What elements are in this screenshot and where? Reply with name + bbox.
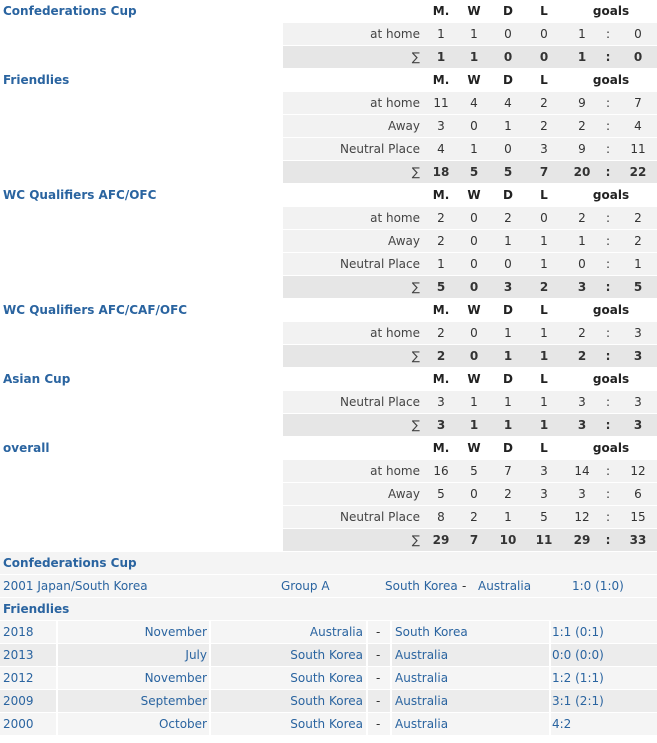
draws-col-header: D xyxy=(503,372,513,386)
result-link[interactable]: 0:0 (0:0) xyxy=(552,648,604,662)
goals-separator: : xyxy=(605,234,611,248)
losses-value: 1 xyxy=(540,234,548,248)
sum-symbol: ∑ xyxy=(411,533,420,547)
column-divider xyxy=(209,667,211,689)
draws-value: 2 xyxy=(504,487,512,501)
goals-col-header: goals xyxy=(592,188,630,202)
away-team-link[interactable]: Australia xyxy=(395,671,449,685)
column-divider xyxy=(56,713,58,735)
losses-value: 3 xyxy=(540,487,548,501)
wins-total: 1 xyxy=(469,418,479,432)
goals-against-value: 3 xyxy=(634,395,642,409)
goals-for-total: 1 xyxy=(577,50,587,64)
losses-total: 0 xyxy=(539,50,549,64)
goals-for-total: 3 xyxy=(577,280,587,294)
sum-symbol: ∑ xyxy=(411,349,420,363)
wins-value: 5 xyxy=(470,464,478,478)
matches-value: 11 xyxy=(433,96,449,110)
row-spacer xyxy=(0,46,283,68)
goals-separator: : xyxy=(605,326,611,340)
matches-total: 29 xyxy=(432,533,450,547)
goals-col-header: goals xyxy=(592,4,630,18)
stats-row xyxy=(0,506,657,528)
losses-col-header: L xyxy=(540,4,548,18)
venue-label: Neutral Place xyxy=(339,257,420,271)
goals-against-value: 6 xyxy=(634,487,642,501)
match-row xyxy=(0,713,657,735)
draws-total: 1 xyxy=(503,349,513,363)
losses-col-header: L xyxy=(540,73,548,87)
losses-value: 1 xyxy=(540,257,548,271)
row-spacer xyxy=(0,483,283,505)
stats-row xyxy=(0,391,657,413)
home-team-link[interactable]: South Korea xyxy=(290,717,363,731)
stats-row xyxy=(0,483,657,505)
goals-for-total: 29 xyxy=(573,533,591,547)
goals-separator: : xyxy=(605,165,611,179)
venue-label: Away xyxy=(388,234,420,248)
result-link[interactable]: 1:2 (1:1) xyxy=(552,671,604,685)
sum-symbol: ∑ xyxy=(411,418,420,432)
matches-value: 8 xyxy=(437,510,445,524)
losses-col-header: L xyxy=(540,441,548,455)
venue-label: Neutral Place xyxy=(339,395,420,409)
draws-total: 3 xyxy=(503,280,513,294)
dash-separator: - xyxy=(376,694,381,708)
matches-total: 1 xyxy=(436,50,446,64)
column-divider xyxy=(549,713,551,735)
goals-for-value: 12 xyxy=(574,510,590,524)
row-spacer xyxy=(0,92,283,114)
goals-for-value: 0 xyxy=(578,257,586,271)
losses-value: 3 xyxy=(540,142,548,156)
draws-value: 0 xyxy=(504,257,512,271)
column-divider xyxy=(366,667,368,689)
dash-separator: - xyxy=(376,717,381,731)
row-spacer xyxy=(0,230,283,252)
home-team-link[interactable]: Australia xyxy=(309,625,363,639)
losses-value: 3 xyxy=(540,464,548,478)
venue-label: Away xyxy=(388,119,420,133)
competition-header-row xyxy=(0,437,657,459)
sum-row xyxy=(0,276,657,298)
column-divider xyxy=(209,690,211,712)
draws-col-header: D xyxy=(503,4,513,18)
column-divider xyxy=(390,690,392,712)
match-row xyxy=(0,621,657,643)
matches-value: 5 xyxy=(437,487,445,501)
wins-value: 2 xyxy=(470,510,478,524)
row-spacer xyxy=(0,253,283,275)
losses-total: 1 xyxy=(539,349,549,363)
column-divider xyxy=(549,690,551,712)
draws-value: 4 xyxy=(504,96,512,110)
column-divider xyxy=(390,713,392,735)
losses-value: 0 xyxy=(540,211,548,225)
losses-value: 2 xyxy=(540,119,548,133)
competition-title[interactable]: Friendlies xyxy=(3,73,70,87)
year-link[interactable]: 2018 xyxy=(3,625,34,639)
venue-label: Away xyxy=(388,487,420,501)
losses-value: 0 xyxy=(540,27,548,41)
match-row xyxy=(0,667,657,689)
month-link[interactable]: September xyxy=(140,694,207,708)
home-team-link[interactable]: South Korea xyxy=(290,694,363,708)
stats-row xyxy=(0,138,657,160)
row-spacer xyxy=(0,322,283,344)
goals-for-total: 2 xyxy=(577,349,587,363)
venue-label: at home xyxy=(370,211,420,225)
row-spacer xyxy=(0,345,283,367)
goals-against-total: 33 xyxy=(629,533,647,547)
row-spacer xyxy=(0,506,283,528)
sum-row xyxy=(0,161,657,183)
match-row xyxy=(0,690,657,712)
row-spacer xyxy=(0,276,283,298)
goals-separator: : xyxy=(605,257,611,271)
draws-total: 10 xyxy=(499,533,517,547)
goals-for-value: 9 xyxy=(578,142,586,156)
goals-separator: : xyxy=(605,395,611,409)
matches-total: 5 xyxy=(436,280,446,294)
year-link[interactable]: 2012 xyxy=(3,671,34,685)
goals-for-value: 14 xyxy=(574,464,590,478)
losses-col-header: L xyxy=(540,372,548,386)
losses-total: 1 xyxy=(539,418,549,432)
competition-title[interactable]: overall xyxy=(3,441,50,455)
goals-against-total: 3 xyxy=(633,418,643,432)
goals-against-value: 3 xyxy=(634,326,642,340)
column-divider xyxy=(390,621,392,643)
goals-for-value: 2 xyxy=(578,326,586,340)
sum-row xyxy=(0,414,657,436)
matches-value: 3 xyxy=(437,395,445,409)
wins-total: 7 xyxy=(469,533,479,547)
column-divider xyxy=(549,621,551,643)
goals-against-value: 2 xyxy=(634,234,642,248)
column-divider xyxy=(56,621,58,643)
goals-separator: : xyxy=(605,510,611,524)
draws-value: 1 xyxy=(504,234,512,248)
home-team-link[interactable]: South Korea xyxy=(385,579,458,593)
matches-value: 2 xyxy=(437,234,445,248)
match-list xyxy=(0,552,657,735)
competition-title[interactable]: Confederations Cup xyxy=(3,4,137,18)
row-spacer xyxy=(0,161,283,183)
draws-value: 0 xyxy=(504,27,512,41)
goals-separator: : xyxy=(605,142,611,156)
goals-against-total: 5 xyxy=(633,280,643,294)
goals-for-value: 3 xyxy=(578,487,586,501)
losses-total: 2 xyxy=(539,280,549,294)
goals-against-value: 2 xyxy=(634,211,642,225)
goals-for-value: 3 xyxy=(578,395,586,409)
column-divider xyxy=(56,667,58,689)
venue-label: at home xyxy=(370,464,420,478)
matches-col-header: M. xyxy=(432,4,450,18)
goals-col-header: goals xyxy=(592,73,630,87)
month-link[interactable]: July xyxy=(185,648,207,662)
home-team-link[interactable]: South Korea xyxy=(290,648,363,662)
losses-total: 11 xyxy=(535,533,553,547)
goals-against-value: 7 xyxy=(634,96,642,110)
column-divider xyxy=(549,644,551,666)
draws-value: 1 xyxy=(504,510,512,524)
goals-against-value: 11 xyxy=(630,142,646,156)
result-link[interactable]: 3:1 (2:1) xyxy=(552,694,604,708)
column-divider xyxy=(209,621,211,643)
year-link[interactable]: 2009 xyxy=(3,694,34,708)
wins-value: 0 xyxy=(470,326,478,340)
month-link[interactable]: November xyxy=(144,671,207,685)
competition-title[interactable]: WC Qualifiers AFC/CAF/OFC xyxy=(3,303,188,317)
matches-value: 3 xyxy=(437,119,445,133)
goals-col-header: goals xyxy=(592,441,630,455)
matches-col-header: M. xyxy=(432,188,450,202)
draws-total: 0 xyxy=(503,50,513,64)
competition-header-row xyxy=(0,69,657,91)
wins-col-header: W xyxy=(467,73,481,87)
column-divider xyxy=(56,644,58,666)
goals-against-total: 0 xyxy=(633,50,643,64)
goals-against-total: 3 xyxy=(633,349,643,363)
row-spacer xyxy=(0,529,283,551)
section-title[interactable]: Friendlies xyxy=(3,602,70,616)
wins-col-header: W xyxy=(467,372,481,386)
column-divider xyxy=(390,667,392,689)
match-row xyxy=(0,575,657,597)
goals-against-value: 12 xyxy=(630,464,646,478)
column-divider xyxy=(549,667,551,689)
column-divider xyxy=(366,713,368,735)
sum-row xyxy=(0,46,657,68)
wins-total: 0 xyxy=(469,280,479,294)
goals-for-value: 2 xyxy=(578,211,586,225)
losses-value: 2 xyxy=(540,96,548,110)
stats-row xyxy=(0,92,657,114)
dash-separator: - xyxy=(376,648,381,662)
matches-total: 3 xyxy=(436,418,446,432)
competition-title[interactable]: Asian Cup xyxy=(3,372,71,386)
column-divider xyxy=(366,690,368,712)
goals-separator: : xyxy=(605,349,611,363)
draws-value: 1 xyxy=(504,395,512,409)
wins-col-header: W xyxy=(467,4,481,18)
goals-for-value: 1 xyxy=(578,27,586,41)
venue-label: at home xyxy=(370,27,420,41)
goals-for-value: 9 xyxy=(578,96,586,110)
matches-value: 16 xyxy=(433,464,449,478)
goals-separator: : xyxy=(605,27,611,41)
stats-row xyxy=(0,23,657,45)
goals-separator: : xyxy=(605,211,611,225)
stats-row xyxy=(0,115,657,137)
result-link[interactable]: 1:1 (0:1) xyxy=(552,625,604,639)
matches-value: 2 xyxy=(437,211,445,225)
losses-value: 1 xyxy=(540,395,548,409)
match-section-header xyxy=(0,598,657,620)
month-link[interactable]: November xyxy=(144,625,207,639)
goals-separator: : xyxy=(605,96,611,110)
losses-value: 1 xyxy=(540,326,548,340)
wins-value: 0 xyxy=(470,234,478,248)
matches-value: 4 xyxy=(437,142,445,156)
draws-value: 2 xyxy=(504,211,512,225)
goals-for-value: 1 xyxy=(578,234,586,248)
matches-value: 1 xyxy=(437,257,445,271)
goals-for-total: 3 xyxy=(577,418,587,432)
goals-separator: : xyxy=(605,119,611,133)
goals-against-value: 1 xyxy=(634,257,642,271)
goals-separator: : xyxy=(605,418,611,432)
dash-separator: - xyxy=(376,625,381,639)
row-spacer xyxy=(0,138,283,160)
goals-for-total: 20 xyxy=(573,165,591,179)
wins-value: 4 xyxy=(470,96,478,110)
match-row xyxy=(0,644,657,666)
stats-row xyxy=(0,253,657,275)
wins-col-header: W xyxy=(467,188,481,202)
away-team-link[interactable]: Australia xyxy=(478,579,532,593)
draws-col-header: D xyxy=(503,303,513,317)
losses-value: 5 xyxy=(540,510,548,524)
goals-against-value: 4 xyxy=(634,119,642,133)
column-divider xyxy=(366,644,368,666)
draws-col-header: D xyxy=(503,188,513,202)
competition-header-row xyxy=(0,184,657,206)
dash-separator: - xyxy=(376,671,381,685)
home-team-link[interactable]: South Korea xyxy=(290,671,363,685)
competition-header-row xyxy=(0,0,657,22)
wins-value: 1 xyxy=(470,142,478,156)
losses-total: 7 xyxy=(539,165,549,179)
draws-total: 1 xyxy=(503,418,513,432)
column-divider xyxy=(390,644,392,666)
wins-total: 1 xyxy=(469,50,479,64)
row-spacer xyxy=(0,23,283,45)
wins-value: 0 xyxy=(470,211,478,225)
matches-total: 18 xyxy=(432,165,450,179)
wins-value: 1 xyxy=(470,395,478,409)
goals-separator: : xyxy=(605,280,611,294)
losses-col-header: L xyxy=(540,188,548,202)
goals-separator: : xyxy=(605,464,611,478)
edition-link[interactable]: 2001 Japan/South Korea xyxy=(3,579,148,593)
goals-for-value: 2 xyxy=(578,119,586,133)
stats-row xyxy=(0,207,657,229)
wins-col-header: W xyxy=(467,441,481,455)
row-spacer xyxy=(0,391,283,413)
venue-label: at home xyxy=(370,96,420,110)
goals-separator: : xyxy=(605,50,611,64)
away-team-link[interactable]: Australia xyxy=(395,717,449,731)
goals-separator: : xyxy=(605,533,611,547)
competition-header-row xyxy=(0,299,657,321)
competition-title[interactable]: WC Qualifiers AFC/OFC xyxy=(3,188,157,202)
sum-row xyxy=(0,529,657,551)
sum-row xyxy=(0,345,657,367)
year-link[interactable]: 2000 xyxy=(3,717,34,731)
stats-row xyxy=(0,230,657,252)
sum-symbol: ∑ xyxy=(411,280,420,294)
row-spacer xyxy=(0,460,283,482)
wins-total: 5 xyxy=(469,165,479,179)
draws-value: 1 xyxy=(504,326,512,340)
column-divider xyxy=(209,713,211,735)
month-link[interactable]: October xyxy=(158,717,207,731)
column-divider xyxy=(366,621,368,643)
away-team-link[interactable]: Australia xyxy=(395,648,449,662)
stats-row xyxy=(0,322,657,344)
venue-label: Neutral Place xyxy=(339,510,420,524)
draws-total: 5 xyxy=(503,165,513,179)
venue-label: Neutral Place xyxy=(339,142,420,156)
section-title[interactable]: Confederations Cup xyxy=(3,556,137,570)
column-divider xyxy=(56,690,58,712)
matches-col-header: M. xyxy=(432,372,450,386)
dash-separator: - xyxy=(462,579,467,593)
wins-value: 0 xyxy=(470,257,478,271)
goals-col-header: goals xyxy=(592,372,630,386)
losses-col-header: L xyxy=(540,303,548,317)
goals-against-total: 22 xyxy=(629,165,647,179)
wins-value: 0 xyxy=(470,119,478,133)
competition-header-row xyxy=(0,368,657,390)
row-spacer xyxy=(0,115,283,137)
sum-symbol: ∑ xyxy=(411,50,420,64)
sum-symbol: ∑ xyxy=(411,165,420,179)
stage-link[interactable]: Group A xyxy=(281,579,330,593)
draws-col-header: D xyxy=(503,73,513,87)
wins-value: 1 xyxy=(470,27,478,41)
stats-row xyxy=(0,460,657,482)
year-link[interactable]: 2013 xyxy=(3,648,34,662)
matches-col-header: M. xyxy=(432,73,450,87)
goals-col-header: goals xyxy=(592,303,630,317)
draws-value: 0 xyxy=(504,142,512,156)
wins-col-header: W xyxy=(467,303,481,317)
away-team-link[interactable]: South Korea xyxy=(395,625,468,639)
column-divider xyxy=(209,644,211,666)
venue-label: at home xyxy=(370,326,420,340)
wins-total: 0 xyxy=(469,349,479,363)
matches-col-header: M. xyxy=(432,441,450,455)
match-section-header xyxy=(0,552,657,574)
row-spacer xyxy=(0,207,283,229)
goals-against-value: 15 xyxy=(630,510,646,524)
matches-total: 2 xyxy=(436,349,446,363)
draws-value: 1 xyxy=(504,119,512,133)
result-link[interactable]: 1:0 (1:0) xyxy=(572,579,624,593)
away-team-link[interactable]: Australia xyxy=(395,694,449,708)
goals-against-value: 0 xyxy=(634,27,642,41)
goals-separator: : xyxy=(605,487,611,501)
matches-value: 1 xyxy=(437,27,445,41)
result-link[interactable]: 4:2 xyxy=(552,717,572,731)
matches-value: 2 xyxy=(437,326,445,340)
draws-col-header: D xyxy=(503,441,513,455)
row-spacer xyxy=(0,414,283,436)
wins-value: 0 xyxy=(470,487,478,501)
matches-col-header: M. xyxy=(432,303,450,317)
draws-value: 7 xyxy=(504,464,512,478)
